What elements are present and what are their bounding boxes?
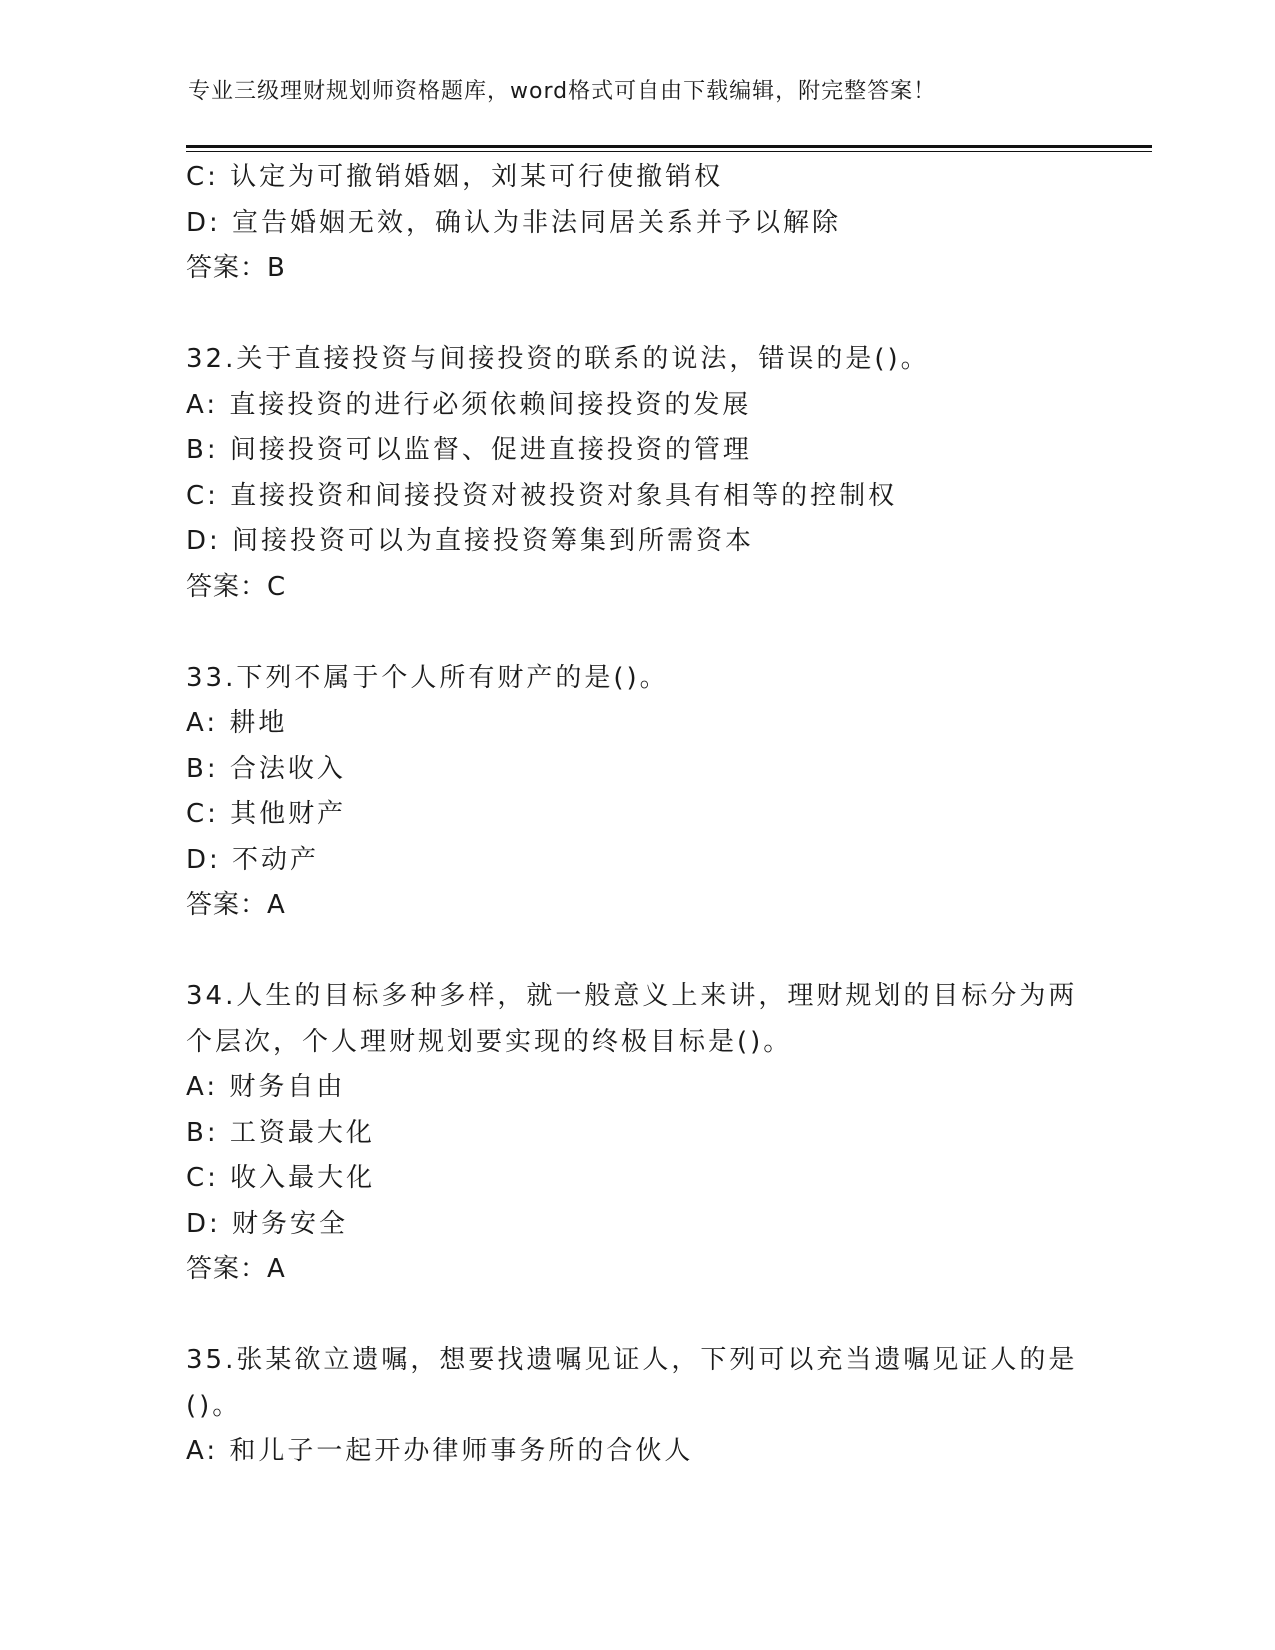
question-34 [186,974,1086,1293]
option-a: A: 直接投资的进行必须依赖间接投资的发展 [186,389,752,420]
option-b: B: 工资最大化 [186,1117,375,1148]
spacer [186,1293,1086,1339]
answer: 答案：A [186,1254,286,1284]
question-33 [186,656,1086,929]
spacer [186,610,1086,656]
question-text: 33.下列不属于个人所有财产的是()。 [186,662,669,693]
option-b: B: 合法收入 [186,753,346,784]
question-text: 35.张某欲立遗嘱，想要找遗嘱见证人，下列可以充当遗嘱见证人的是 [186,1345,1078,1375]
answer: 答案：A [186,890,286,920]
option-c: C: 其他财产 [186,799,347,829]
header-rule-thin [186,151,1152,152]
question-text: 32.关于直接投资与间接投资的联系的说法，错误的是()。 [186,344,930,374]
option-c: C: 收入最大化 [186,1163,376,1193]
question-31-continued [186,155,1086,292]
spacer [186,292,1086,338]
option-c: C: 直接投资和间接投资对被投资对象具有相等的控制权 [186,480,898,511]
header-rule-thick [186,145,1152,148]
spacer [186,929,1086,975]
question-35 [186,1338,1086,1475]
option-d: D: 宣告婚姻无效，确认为非法同居关系并予以解除 [186,207,842,238]
answer: 答案：B [186,253,286,283]
option-a: A: 耕地 [186,708,288,738]
option-d: D: 间接投资可以为直接投资筹集到所需资本 [186,526,755,556]
question-32 [186,337,1086,610]
option-d: D: 不动产 [186,844,320,875]
option-d: D: 财务安全 [186,1208,349,1239]
page-header: 专业三级理财规划师资格题库，word格式可自由下载编辑，附完整答案！ [188,79,937,104]
answer: 答案：C [186,571,287,602]
option-c: C: 认定为可撤销婚姻，刘某可行使撤销权 [186,162,724,192]
document-body [186,155,1086,1475]
question-text-continued: 个层次，个人理财规划要实现的终极目标是()。 [186,1026,793,1057]
question-text-continued: ()。 [186,1390,242,1421]
option-b: B: 间接投资可以监督、促进直接投资的管理 [186,435,752,465]
question-text: 34.人生的目标多种多样，就一般意义上来讲，理财规划的目标分为两 [186,981,1078,1011]
option-a: A: 财务自由 [186,1072,346,1102]
option-a: A: 和儿子一起开办律师事务所的合伙人 [186,1436,694,1466]
